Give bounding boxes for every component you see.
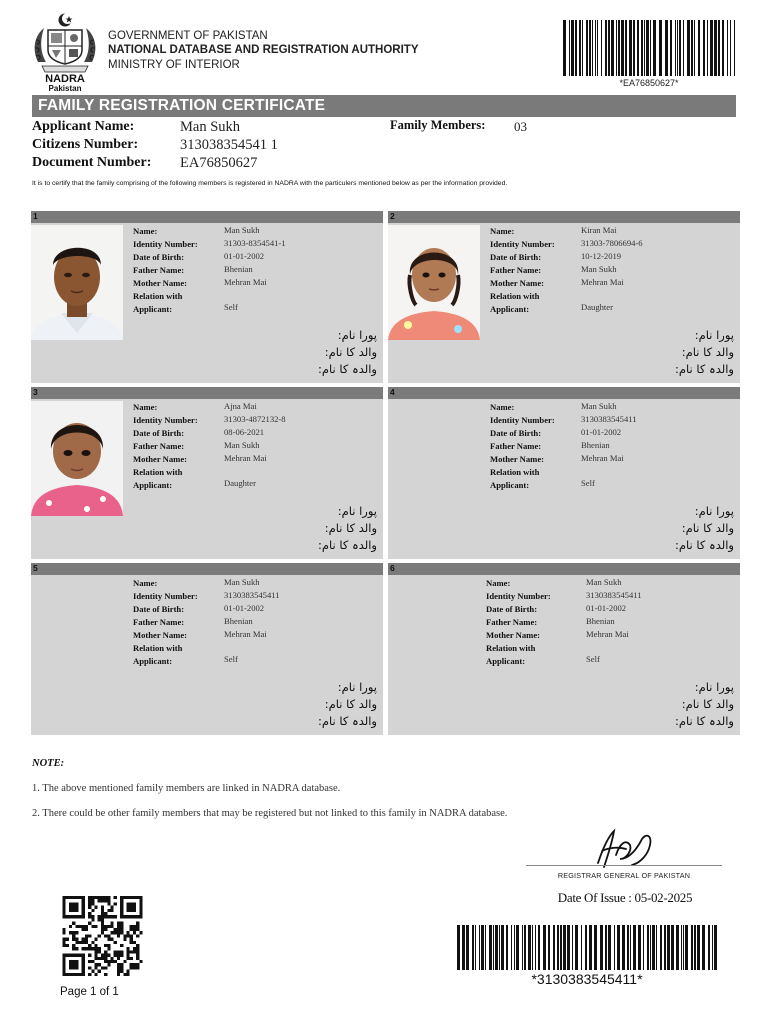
issue-date: Date Of Issue : 05-02-2025 [557, 890, 693, 905]
family-members-value: 03 [514, 119, 527, 134]
member-name-label: Name: [490, 402, 515, 412]
nadra-logo-subtext: Pakistan [48, 84, 82, 92]
urdu-mother-name-label: والدہ کا نام: [317, 362, 377, 376]
member-card-4 [388, 387, 740, 559]
member-name-label: Name: [133, 578, 158, 588]
member-father-label: Father Name: [133, 617, 185, 627]
urdu-father-name-label: والد کا نام: [681, 345, 734, 359]
member-relation-value: Daughter [224, 478, 256, 488]
member-relation2-label: Applicant: [133, 656, 173, 666]
member-card-header [31, 387, 383, 399]
member-relation-value: Daughter [581, 302, 613, 312]
member-dob-value: 01-01-2002 [224, 251, 265, 261]
member-dob-value: 01-01-2002 [581, 427, 622, 437]
member-father-value: Bhenian [586, 616, 615, 626]
member-mother-value: Mehran Mai [581, 453, 624, 463]
page-title: FAMILY REGISTRATION CERTIFICATE [38, 97, 326, 114]
member-identity-value: 31303-8354541-1 [224, 238, 286, 248]
member-card-header [31, 211, 383, 223]
member-number: 2 [390, 211, 395, 221]
member-mother-label: Mother Name: [486, 630, 541, 640]
member-father-value: Man Sukh [581, 264, 617, 274]
urdu-full-name-label: پورا نام: [337, 680, 377, 694]
member-number: 6 [390, 563, 395, 573]
member-father-label: Father Name: [490, 265, 542, 275]
member-name-value: Man Sukh [581, 401, 617, 411]
member-dob-value: 10-12-2019 [581, 251, 622, 261]
member-dob-label: Date of Birth: [490, 428, 542, 438]
member-relation-value: Self [581, 478, 595, 488]
member-card-6 [388, 563, 740, 735]
member-mother-value: Mehran Mai [224, 629, 267, 639]
note-item-2: 2. There could be other family members that may be registered but not linked to this family in NADRA database. [32, 808, 508, 819]
member-father-label: Father Name: [486, 617, 538, 627]
certification-statement: It is to certify that the family comprising of the following members is registered in NADRA with the particulers mentioned below as per the information provided. [32, 180, 508, 187]
family-members-label: Family Members: [390, 118, 486, 132]
member-card-header [388, 211, 740, 223]
member-relation2-label: Applicant: [133, 480, 173, 490]
member-mother-label: Mother Name: [490, 278, 545, 288]
member-relation1-label: Relation with [486, 643, 536, 653]
document-number-label: Document Number: [32, 155, 152, 170]
member-photo [388, 225, 480, 340]
citizens-number-value: 313038354541 1 [180, 137, 278, 153]
member-dob-label: Date of Birth: [133, 252, 185, 262]
member-relation2-label: Applicant: [133, 304, 173, 314]
barcode-icon [457, 925, 717, 970]
member-identity-value: 3130383545411 [581, 414, 637, 424]
member-father-value: Bhenian [581, 440, 610, 450]
member-identity-value: 3130383545411 [224, 590, 280, 600]
member-father-label: Father Name: [133, 265, 185, 275]
document-number-value: EA76850627 [180, 155, 258, 171]
member-mother-label: Mother Name: [133, 278, 188, 288]
header-authority: NATIONAL DATABASE AND REGISTRATION AUTHORITY [108, 44, 419, 56]
barcode-icon [563, 20, 735, 76]
applicant-name-value: Man Sukh [180, 119, 241, 135]
urdu-mother-name-label: والدہ کا نام: [674, 538, 734, 552]
pakistan-emblem-icon [30, 10, 100, 92]
page-number: Page 1 of 1 [60, 986, 119, 998]
member-card-3 [31, 387, 383, 559]
member-card-header [388, 563, 740, 575]
member-relation1-label: Relation with [133, 643, 183, 653]
urdu-full-name-label: پورا نام: [337, 328, 377, 342]
urdu-mother-name-label: والدہ کا نام: [317, 714, 377, 728]
member-identity-value: 3130383545411 [586, 590, 642, 600]
urdu-mother-name-label: والدہ کا نام: [317, 538, 377, 552]
member-father-value: Man Sukh [224, 440, 260, 450]
urdu-full-name-label: پورا نام: [337, 504, 377, 518]
citizen-barcode-text: *3130383545411* [531, 971, 643, 987]
urdu-father-name-label: والد کا نام: [681, 697, 734, 711]
member-number: 4 [390, 387, 395, 397]
member-relation2-label: Applicant: [486, 656, 526, 666]
citizens-number-label: Citizens Number: [32, 137, 139, 152]
member-mother-label: Mother Name: [490, 454, 545, 464]
urdu-father-name-label: والد کا نام: [324, 345, 377, 359]
member-number: 5 [33, 563, 38, 573]
member-name-value: Kiran Mai [581, 225, 617, 235]
member-father-value: Bhenian [224, 264, 253, 274]
member-name-label: Name: [486, 578, 511, 588]
member-name-label: Name: [133, 226, 158, 236]
header-government: GOVERNMENT OF PAKISTAN [108, 30, 268, 42]
member-father-value: Bhenian [224, 616, 253, 626]
member-card-2 [388, 211, 740, 383]
urdu-full-name-label: پورا نام: [694, 504, 734, 518]
member-identity-value: 31303-7806694-6 [581, 238, 643, 248]
member-relation1-label: Relation with [490, 467, 540, 477]
member-dob-value: 08-06-2021 [224, 427, 265, 437]
member-name-value: Ajna Mai [224, 401, 257, 411]
member-mother-label: Mother Name: [133, 630, 188, 640]
member-dob-label: Date of Birth: [133, 604, 185, 614]
qr-code-icon [60, 896, 145, 976]
applicant-name-label: Applicant Name: [32, 119, 135, 134]
member-name-value: Man Sukh [586, 577, 622, 587]
member-identity-label: Identity Number: [490, 239, 555, 249]
urdu-father-name-label: والد کا نام: [324, 697, 377, 711]
member-relation-value: Self [586, 654, 600, 664]
member-relation-value: Self [224, 302, 238, 312]
urdu-mother-name-label: والدہ کا نام: [674, 362, 734, 376]
member-relation1-label: Relation with [490, 291, 540, 301]
member-relation1-label: Relation with [133, 291, 183, 301]
nadra-logo-text: NADRA [45, 73, 85, 85]
member-photo [31, 401, 123, 516]
member-number: 3 [33, 387, 38, 397]
member-mother-value: Mehran Mai [581, 277, 624, 287]
member-card-5 [31, 563, 383, 735]
member-name-value: Man Sukh [224, 577, 260, 587]
title-bar [32, 95, 736, 117]
member-name-value: Man Sukh [224, 225, 260, 235]
member-relation1-label: Relation with [133, 467, 183, 477]
member-identity-label: Identity Number: [133, 239, 198, 249]
member-dob-value: 01-01-2002 [224, 603, 265, 613]
member-dob-label: Date of Birth: [133, 428, 185, 438]
member-mother-value: Mehran Mai [224, 277, 267, 287]
member-card-header [388, 387, 740, 399]
note-heading: NOTE: [32, 758, 65, 769]
member-dob-label: Date of Birth: [486, 604, 538, 614]
member-card-1 [31, 211, 383, 383]
member-identity-label: Identity Number: [133, 415, 198, 425]
member-relation2-label: Applicant: [490, 304, 530, 314]
member-relation-value: Self [224, 654, 238, 664]
member-photo [31, 225, 123, 340]
signature-line [526, 865, 722, 866]
member-number: 1 [33, 211, 38, 221]
urdu-mother-name-label: والدہ کا نام: [674, 714, 734, 728]
registrar-title: REGISTRAR GENERAL OF PAKISTAN [557, 871, 691, 880]
member-card-header [31, 563, 383, 575]
member-identity-value: 31303-4872132-8 [224, 414, 286, 424]
note-item-1: 1. The above mentioned family members are linked in NADRA database. [32, 783, 341, 794]
urdu-father-name-label: والد کا نام: [324, 521, 377, 535]
member-relation2-label: Applicant: [490, 480, 530, 490]
member-name-label: Name: [490, 226, 515, 236]
member-father-label: Father Name: [133, 441, 185, 451]
member-dob-label: Date of Birth: [490, 252, 542, 262]
member-name-label: Name: [133, 402, 158, 412]
member-dob-value: 01-01-2002 [586, 603, 627, 613]
header-ministry: MINISTRY OF INTERIOR [108, 59, 240, 71]
member-father-label: Father Name: [490, 441, 542, 451]
member-identity-label: Identity Number: [133, 591, 198, 601]
document-barcode-text: *EA76850627* [619, 78, 679, 88]
member-identity-label: Identity Number: [486, 591, 551, 601]
urdu-father-name-label: والد کا نام: [681, 521, 734, 535]
member-identity-label: Identity Number: [490, 415, 555, 425]
member-mother-value: Mehran Mai [224, 453, 267, 463]
urdu-full-name-label: پورا نام: [694, 680, 734, 694]
member-mother-value: Mehran Mai [586, 629, 629, 639]
member-mother-label: Mother Name: [133, 454, 188, 464]
urdu-full-name-label: پورا نام: [694, 328, 734, 342]
